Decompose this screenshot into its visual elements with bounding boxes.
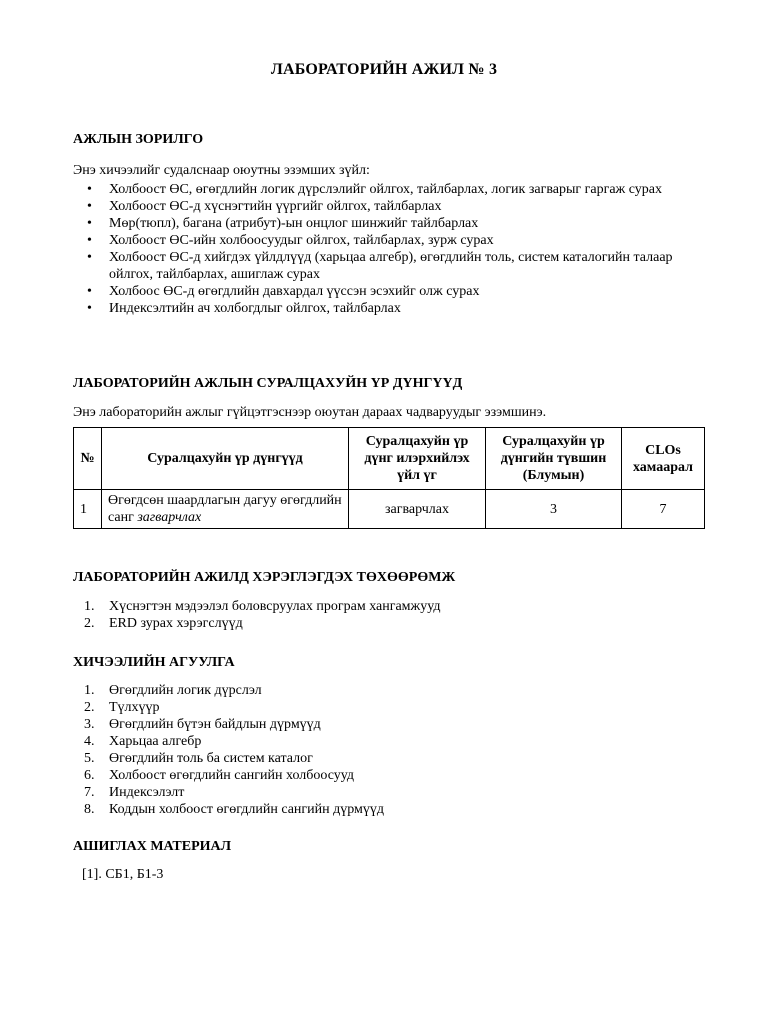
cell-outcome-text: Өгөгдсөн шаардлагын дагуу өгөгдлийн санг <box>108 493 342 525</box>
list-item-text: ERD зурах хэрэгслүүд <box>109 616 243 631</box>
content-heading: ХИЧЭЭЛИЙН АГУУЛГА <box>73 655 235 670</box>
page-title: ЛАБОРАТОРИЙН АЖИЛ № 3 <box>270 61 498 78</box>
cell-clo: 7 <box>622 490 705 529</box>
list-number: 3. <box>84 717 95 732</box>
col-header-clo: CLOs хамаарал <box>622 428 705 490</box>
list-item-text: Хүснэгтэн мэдээлэл боловсруулах програм хангамжууд <box>109 599 441 614</box>
outcomes-intro: Энэ лабораторийн ажлыг гүйцэтгэснээр оюутан дараах чадваруудыг эзэмшинэ. <box>73 405 547 420</box>
objective-item: • Холбоост ӨС-д хүснэгтийн үүргийг ойлгох, тайлбарлах <box>73 198 703 215</box>
list-item-text: Харьцаа алгебр <box>109 734 202 749</box>
objective-item: • Холбоост ӨС-д хийгдэх үйлдлүүд (харьцаа алгебр), өгөгдлийн толь, систем каталогийн талаар ойлгох, тайлбарлах, ашиглаж сурах <box>73 249 703 283</box>
list-number: 2. <box>84 616 95 631</box>
list-number: 1. <box>84 599 95 614</box>
col-header-outcome: Суралцахуйн үр дүнгүүд <box>102 428 349 490</box>
objective-item: • Холбоос ӨС-д өгөгдлийн давхардал үүссэн эсэхийг олж сурах <box>73 283 703 300</box>
objective-intro: Энэ хичээлийг судалснаар оюутны эзэмших зүйл: <box>73 163 370 178</box>
objective-item: • Холбоост ӨС, өгөгдлийн логик дүрслэлийг ойлгох, тайлбарлах, логик загварыг гаргаж сурах <box>73 181 703 198</box>
list-item <box>73 784 703 801</box>
cell-outcome <box>102 490 349 529</box>
table-row <box>74 490 705 529</box>
list-item <box>73 598 703 615</box>
equipment-heading: ЛАБОРАТОРИЙН АЖИЛД ХЭРЭГЛЭГДЭХ ТӨХӨӨРӨМЖ <box>73 570 456 585</box>
outcomes-heading: ЛАБОРАТОРИЙН АЖЛЫН СУРАЛЦАХУЙН ҮР ДҮНГҮҮД <box>73 376 463 391</box>
list-item <box>73 615 703 632</box>
list-item <box>73 699 703 716</box>
list-number: 6. <box>84 768 95 783</box>
cell-verb: загварчлах <box>349 490 486 529</box>
content-list <box>73 682 703 818</box>
list-item <box>73 801 703 818</box>
objective-list <box>73 181 703 317</box>
list-item-text: Коддын холбоост өгөгдлийн сангийн дүрмүүд <box>109 802 385 817</box>
list-item <box>73 716 703 733</box>
list-item <box>73 750 703 767</box>
list-item-text: Өгөгдлийн бүтэн байдлын дүрмүүд <box>109 717 321 732</box>
equipment-list <box>73 598 703 632</box>
col-header-num: № <box>74 428 102 490</box>
table-header-row <box>74 428 705 490</box>
cell-level: 3 <box>486 490 622 529</box>
objective-item: • Холбоост ӨС-ийн холбоосуудыг ойлгох, тайлбарлах, зурж сурах <box>73 232 703 249</box>
list-item-text: Өгөгдлийн логик дүрслэл <box>109 683 262 698</box>
objective-heading: АЖЛЫН ЗОРИЛГО <box>73 132 204 147</box>
list-number: 2. <box>84 700 95 715</box>
col-header-level: Суралцахуйн үр дүнгийн түвшин (Блумын) <box>486 428 622 490</box>
objective-item: • Индексэлтийн ач холбогдлыг ойлгох, тайлбарлах <box>73 300 703 317</box>
materials-reference: [1]. СБ1, Б1-3 <box>82 867 164 882</box>
list-number: 7. <box>84 785 95 800</box>
list-number: 8. <box>84 802 95 817</box>
list-item-text: Өгөгдлийн толь ба систем каталог <box>109 751 313 766</box>
list-item <box>73 682 703 699</box>
outcomes-table <box>73 427 705 529</box>
materials-heading: АШИГЛАХ МАТЕРИАЛ <box>73 839 232 854</box>
cell-num: 1 <box>74 490 102 529</box>
objective-item: • Мөр(тюпл), багана (атрибут)-ын онцлог шинжийг тайлбарлах <box>73 215 703 232</box>
list-item <box>73 733 703 750</box>
list-item-text: Индексэлэлт <box>109 785 185 800</box>
list-item <box>73 767 703 784</box>
list-item-text: Түлхүүр <box>109 700 160 715</box>
list-number: 1. <box>84 683 95 698</box>
list-number: 5. <box>84 751 95 766</box>
cell-outcome-emphasis: загварчлах <box>137 510 202 525</box>
col-header-verb: Суралцахуйн үр дүнг илэрхийлэх үйл үг <box>349 428 486 490</box>
list-number: 4. <box>84 734 95 749</box>
list-item-text: Холбоост өгөгдлийн сангийн холбоосууд <box>109 768 355 783</box>
